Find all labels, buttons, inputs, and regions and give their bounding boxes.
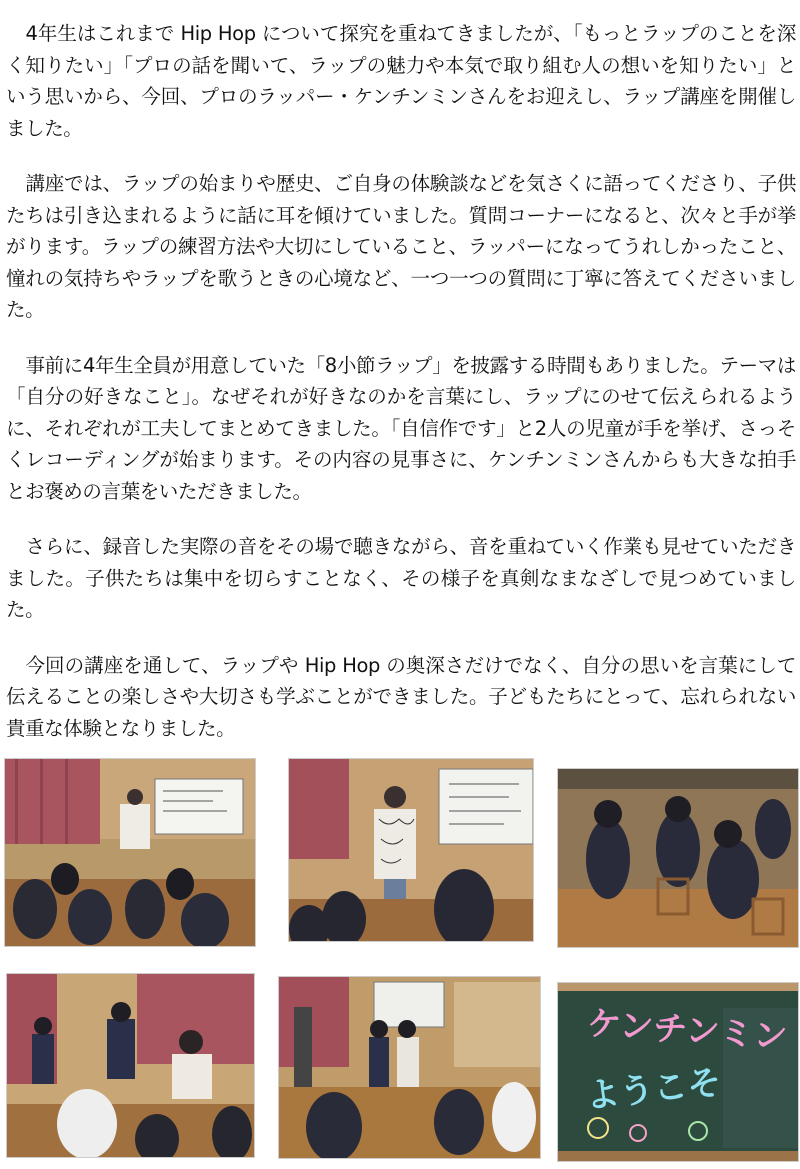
paragraph-conclusion: 今回の講座を通して、ラップや Hip Hop の奥深さだけでなく、自分の思いを言葉にして伝えることの楽しさや大切さも学ぶことができました。子どもたちにとって、忘れられない貴重な体験となりました。 [6, 653, 796, 740]
photo-rapper-speaking [288, 758, 534, 942]
photo-students-seated [557, 768, 799, 948]
chalkboard-line-1: ケンチンミン [585, 1003, 789, 1058]
paragraph-recording: さらに、録音した実際の音をその場で聴きながら、音を重ねていく作業も見せていただきました。子供たちは集中を切らすことなく、その様子を真剣なまなざしで見つめていました。 [6, 535, 796, 621]
photo-lecture-wide [4, 758, 256, 947]
photo-student-performance [6, 973, 255, 1158]
chalkboard-line-2: ようこそ [583, 1062, 724, 1117]
article-body [6, 18, 796, 768]
paragraph-rap-performance: 事前に4年生全員が用意していた「8小節ラップ」を披露する時間もありました。テーマは「自分の好きなこと」。なぜそれが好きなのかを言葉にし、ラップにのせて伝えられるように、それぞれが工夫してまとめてきました。「自信作です」と2人の児童が手を挙げ、さっそくレコーディングが始まります。その内容の見事さに、ケンチンミンさんからも大きな拍手とお褒めの言葉をいただきました。 [6, 353, 796, 503]
paragraph-lecture: 講座では、ラップの始まりや歴史、ご自身の体験談などを気さくに語ってくださり、子供たちは引き込まれるように話に耳を傾けていました。質問コーナーになると、次々と手が挙がります。ラップの練習方法や大切にしていること、ラッパーになってうれしかったこと、憧れの気持ちやラップを歌うときの心境など、一つ一つの質問に丁寧に答えてくださいました。 [6, 172, 796, 321]
paragraph-intro: 4年生はこれまで Hip Hop について探究を重ねてきましたが、「もっとラップのことを深く知りたい」「プロの話を聞いて、ラップの魅力や本気で取り組む人の想いを知りたい」という思いから、今回、プロのラッパー・ケンチンミンさんをお迎えし、ラップ講座を開催しました。 [6, 22, 796, 140]
photo-recording-session [278, 976, 541, 1159]
photo-chalkboard-welcome [557, 982, 799, 1162]
